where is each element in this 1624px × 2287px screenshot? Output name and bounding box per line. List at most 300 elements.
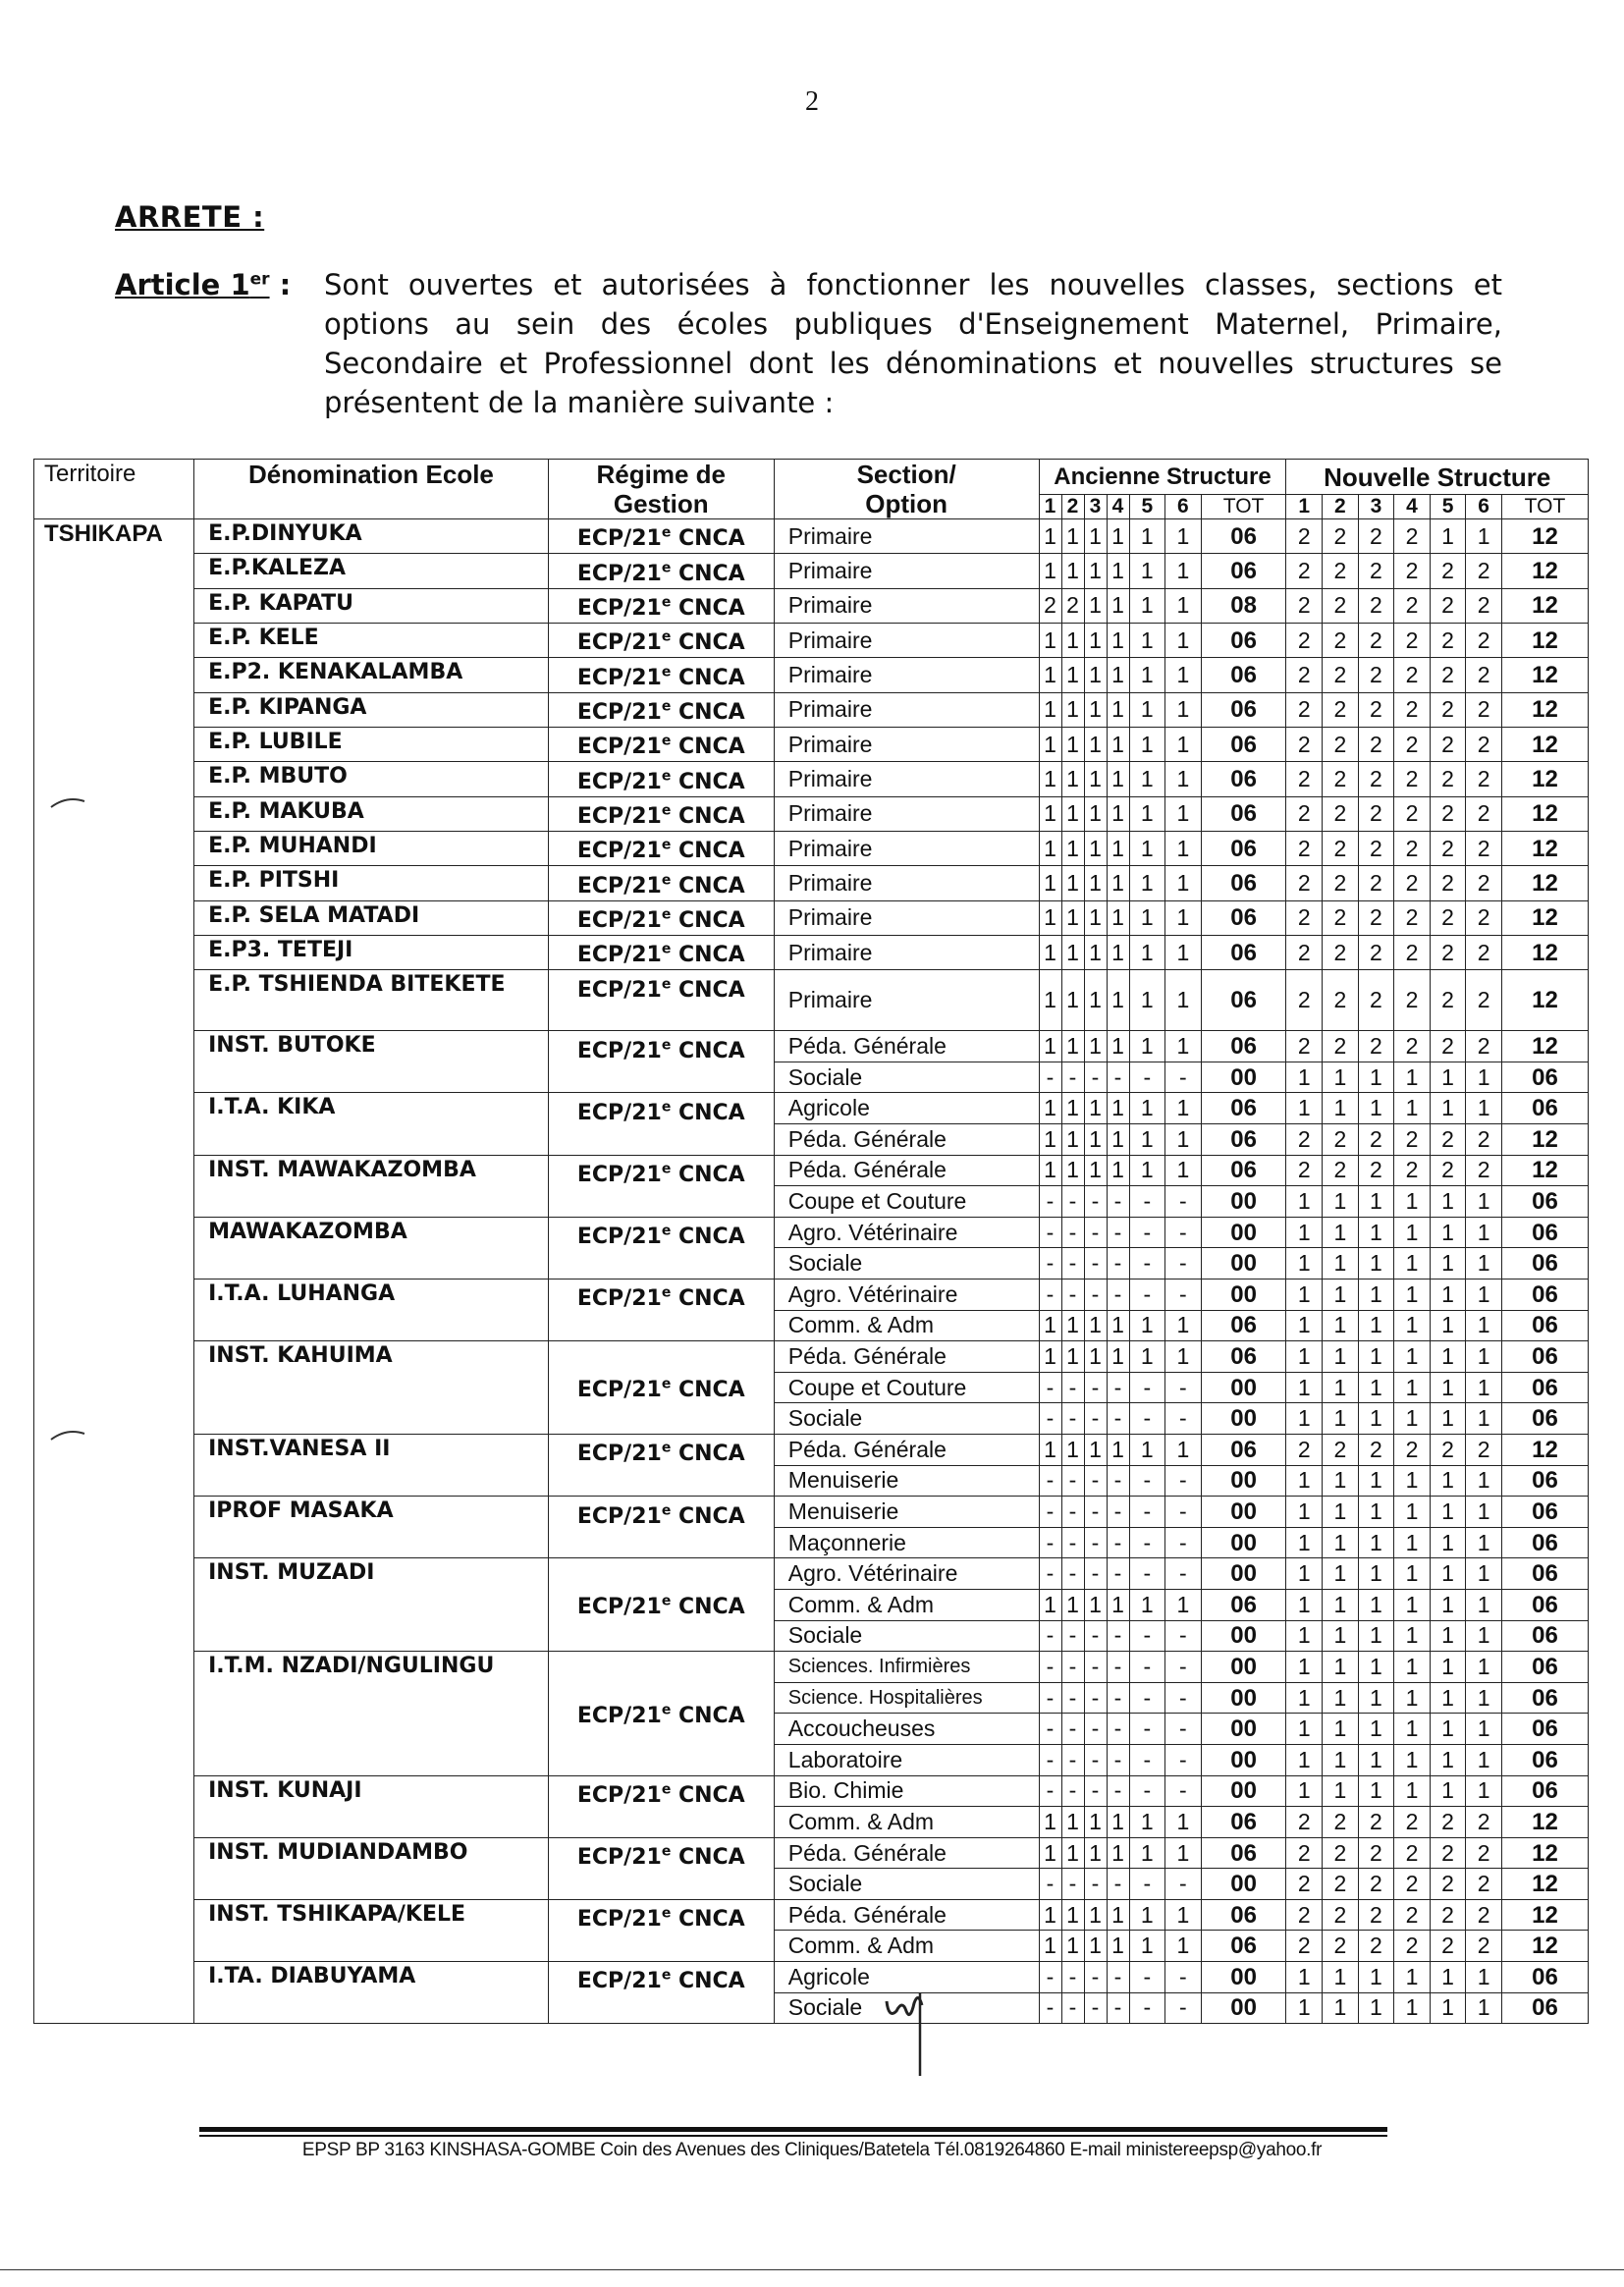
regime-text: ECP/21e CNCA [576, 1440, 745, 1467]
old-structure-cell: 1 [1129, 519, 1165, 554]
header-denomination: Dénomination Ecole [194, 460, 549, 519]
old-structure-cell: - [1129, 1248, 1165, 1280]
old-structure-cell: - [1107, 1775, 1129, 1807]
old-structure-cell: - [1129, 1714, 1165, 1745]
new-total-cell: 12 [1501, 727, 1588, 761]
section-cell: Sociale [774, 1062, 1039, 1093]
old-structure-cell: 1 [1129, 1837, 1165, 1869]
new-structure-cell: 1 [1286, 1652, 1323, 1683]
new-structure-cell: 2 [1430, 970, 1466, 1031]
school-name-cell: I.T.A. LUHANGA [194, 1280, 549, 1341]
old-structure-cell: - [1039, 1403, 1061, 1435]
old-structure-cell: - [1107, 1217, 1129, 1248]
new-structure-cell: 1 [1430, 1280, 1466, 1311]
new-total-cell: 06 [1501, 1497, 1588, 1528]
new-structure-cell: 1 [1358, 1497, 1394, 1528]
old-structure-cell: 1 [1084, 1807, 1107, 1838]
old-structure-cell: - [1129, 1217, 1165, 1248]
new-structure-cell: 2 [1358, 692, 1394, 727]
school-name-cell: E.P. KIPANGA [194, 692, 549, 727]
new-total-cell: 12 [1501, 762, 1588, 796]
school-name-cell: INST. MUDIANDAMBO [194, 1837, 549, 1899]
new-structure-cell: 2 [1466, 588, 1502, 623]
new-structure-cell: 1 [1323, 1744, 1359, 1775]
regime-cell [548, 588, 774, 623]
new-structure-cell: 2 [1394, 796, 1431, 831]
regime-text: ECP/21e CNCA [576, 837, 745, 864]
regime-cell [548, 519, 774, 554]
subheader-old-col: 5 [1129, 495, 1165, 519]
old-structure-cell: 1 [1084, 519, 1107, 554]
new-total-cell: 12 [1501, 900, 1588, 935]
new-structure-cell: 1 [1358, 1341, 1394, 1373]
table-row [34, 1341, 1589, 1373]
old-structure-cell: - [1129, 1527, 1165, 1558]
old-structure-cell: 1 [1039, 866, 1061, 900]
new-structure-cell: 1 [1323, 1310, 1359, 1341]
regime-cell [548, 935, 774, 969]
old-structure-cell: 1 [1107, 1434, 1129, 1465]
old-total-cell: 00 [1201, 1062, 1286, 1093]
old-structure-cell: 1 [1107, 727, 1129, 761]
section-cell: Coupe et Couture [774, 1372, 1039, 1403]
old-structure-cell: 1 [1061, 1341, 1084, 1373]
old-total-cell: 06 [1201, 1031, 1286, 1062]
old-structure-cell: - [1084, 1558, 1107, 1590]
old-structure-cell: 1 [1129, 1931, 1165, 1962]
old-structure-cell: 1 [1039, 658, 1061, 692]
new-structure-cell: 1 [1394, 1093, 1431, 1124]
new-structure-cell: 2 [1286, 831, 1323, 865]
subheader-new-col: 5 [1430, 495, 1466, 519]
school-name-cell: E.P. PITSHI [194, 866, 549, 900]
new-total-cell: 12 [1501, 1124, 1588, 1156]
section-cell: Sociale [774, 1620, 1039, 1652]
new-structure-cell: 1 [1394, 1744, 1431, 1775]
old-structure-cell: 1 [1061, 623, 1084, 657]
new-structure-cell: 1 [1286, 1620, 1323, 1652]
old-structure-cell: - [1129, 1682, 1165, 1714]
old-total-cell: 00 [1201, 1962, 1286, 1993]
school-name-cell: E.P. TSHIENDA BITEKETE [194, 970, 549, 1031]
old-structure-cell: 1 [1129, 796, 1165, 831]
article-label [115, 268, 291, 301]
old-structure-cell: 1 [1061, 866, 1084, 900]
old-structure-cell: 1 [1061, 658, 1084, 692]
new-structure-cell: 1 [1358, 1093, 1394, 1124]
old-structure-cell: 1 [1039, 1310, 1061, 1341]
old-structure-cell: 1 [1061, 762, 1084, 796]
section-cell: Primaire [774, 727, 1039, 761]
school-name-cell: E.P.DINYUKA [194, 519, 549, 554]
new-structure-cell: 2 [1394, 1807, 1431, 1838]
new-structure-cell: 1 [1430, 1217, 1466, 1248]
table-row [34, 554, 1589, 588]
new-structure-cell: 2 [1430, 831, 1466, 865]
school-name-cell: INST. MAWAKAZOMBA [194, 1155, 549, 1217]
old-structure-cell: - [1084, 1744, 1107, 1775]
new-structure-cell: 1 [1286, 1186, 1323, 1218]
new-structure-cell: 1 [1323, 1527, 1359, 1558]
old-structure-cell: 1 [1039, 554, 1061, 588]
old-structure-cell: - [1165, 1744, 1202, 1775]
old-structure-cell: - [1107, 1372, 1129, 1403]
new-structure-cell: 2 [1466, 1434, 1502, 1465]
new-total-cell: 12 [1501, 1155, 1588, 1186]
old-structure-cell: - [1039, 1186, 1061, 1218]
new-total-cell: 06 [1501, 1341, 1588, 1373]
header-nouvelle: Nouvelle Structure [1286, 460, 1589, 495]
new-structure-cell: 1 [1430, 1248, 1466, 1280]
new-structure-cell: 2 [1394, 1155, 1431, 1186]
territoire-cell: TSHIKAPA [34, 519, 194, 2024]
new-total-cell: 12 [1501, 866, 1588, 900]
new-structure-cell: 2 [1323, 1837, 1359, 1869]
regime-text: ECP/21e CNCA [576, 1702, 745, 1728]
old-structure-cell: - [1107, 1714, 1129, 1745]
new-structure-cell: 1 [1430, 1744, 1466, 1775]
old-structure-cell: 1 [1165, 970, 1202, 1031]
new-structure-cell: 2 [1358, 1869, 1394, 1900]
table-header [34, 460, 1589, 519]
old-structure-cell: 1 [1129, 1124, 1165, 1156]
school-name-cell: E.P. LUBILE [194, 727, 549, 761]
new-structure-cell: 2 [1358, 900, 1394, 935]
old-structure-cell: 1 [1165, 1807, 1202, 1838]
new-structure-cell: 1 [1466, 1062, 1502, 1093]
new-total-cell: 12 [1501, 796, 1588, 831]
regime-text: ECP/21e CNCA [576, 1905, 745, 1933]
section-cell: Comm. & Adm [774, 1931, 1039, 1962]
old-structure-cell: 1 [1129, 1807, 1165, 1838]
header-section-l2: Option [865, 489, 948, 518]
old-total-cell: 00 [1201, 1186, 1286, 1218]
new-structure-cell: 1 [1286, 1465, 1323, 1497]
new-structure-cell: 1 [1394, 1682, 1431, 1714]
regime-text: ECP/21e CNCA [576, 698, 745, 725]
old-structure-cell: 1 [1061, 519, 1084, 554]
old-structure-cell: - [1107, 1062, 1129, 1093]
old-total-cell: 06 [1201, 866, 1286, 900]
regime-cell [548, 1217, 774, 1279]
old-structure-cell: 1 [1061, 1434, 1084, 1465]
old-structure-cell: 1 [1129, 1031, 1165, 1062]
old-structure-cell: - [1129, 1775, 1165, 1807]
regime-cell [548, 1155, 774, 1217]
regime-text: ECP/21e CNCA [576, 1376, 745, 1403]
new-structure-cell: 1 [1430, 1652, 1466, 1683]
section-cell: Comm. & Adm [774, 1589, 1039, 1620]
regime-cell [548, 866, 774, 900]
new-structure-cell: 2 [1323, 1124, 1359, 1156]
new-structure-cell: 2 [1466, 1899, 1502, 1931]
old-total-cell: 06 [1201, 1341, 1286, 1373]
old-structure-cell: - [1084, 1217, 1107, 1248]
old-structure-cell: 1 [1107, 623, 1129, 657]
old-structure-cell: 1 [1039, 831, 1061, 865]
header-regime-l2: Gestion [613, 489, 709, 518]
new-structure-cell: 1 [1394, 1465, 1431, 1497]
old-structure-cell: - [1039, 1652, 1061, 1683]
new-structure-cell: 1 [1358, 1280, 1394, 1311]
new-structure-cell: 1 [1466, 1992, 1502, 2024]
new-structure-cell: 2 [1394, 900, 1431, 935]
new-structure-cell: 2 [1394, 692, 1431, 727]
old-structure-cell: 1 [1061, 935, 1084, 969]
new-structure-cell: 1 [1323, 1620, 1359, 1652]
old-structure-cell: 1 [1107, 796, 1129, 831]
table-row [34, 796, 1589, 831]
new-structure-cell: 2 [1323, 692, 1359, 727]
old-structure-cell: 1 [1039, 1031, 1061, 1062]
new-structure-cell: 1 [1286, 1497, 1323, 1528]
old-structure-cell: - [1107, 1962, 1129, 1993]
regime-text: ECP/21e CNCA [576, 941, 745, 968]
old-structure-cell: - [1039, 1992, 1061, 2024]
new-total-cell: 06 [1501, 1775, 1588, 1807]
old-structure-cell: 1 [1165, 588, 1202, 623]
old-structure-cell: 1 [1107, 900, 1129, 935]
old-structure-cell: 1 [1165, 1434, 1202, 1465]
old-structure-cell: 2 [1039, 588, 1061, 623]
old-total-cell: 06 [1201, 1434, 1286, 1465]
new-structure-cell: 2 [1358, 554, 1394, 588]
new-structure-cell: 2 [1358, 588, 1394, 623]
new-structure-cell: 1 [1323, 1217, 1359, 1248]
new-structure-cell: 1 [1466, 1497, 1502, 1528]
old-structure-cell: - [1129, 1992, 1165, 2024]
old-total-cell: 00 [1201, 1248, 1286, 1280]
signature-mark [879, 1982, 957, 2080]
new-structure-cell: 1 [1430, 1589, 1466, 1620]
margin-mark [49, 793, 88, 813]
new-structure-cell: 1 [1358, 1652, 1394, 1683]
old-structure-cell: - [1084, 1714, 1107, 1745]
old-structure-cell: 1 [1084, 692, 1107, 727]
old-structure-cell: - [1039, 1497, 1061, 1528]
old-structure-cell: 1 [1165, 1931, 1202, 1962]
new-structure-cell: 2 [1358, 831, 1394, 865]
new-structure-cell: 2 [1466, 970, 1502, 1031]
table-row [34, 762, 1589, 796]
new-structure-cell: 2 [1358, 1155, 1394, 1186]
new-structure-cell: 2 [1466, 727, 1502, 761]
new-structure-cell: 1 [1286, 1527, 1323, 1558]
new-structure-cell: 1 [1394, 1714, 1431, 1745]
old-structure-cell: 1 [1084, 1589, 1107, 1620]
old-structure-cell: 1 [1165, 935, 1202, 969]
old-structure-cell: - [1039, 1962, 1061, 1993]
regime-text: ECP/21e CNCA [576, 594, 745, 621]
old-structure-cell: 1 [1107, 519, 1129, 554]
new-structure-cell: 2 [1394, 762, 1431, 796]
old-structure-cell: - [1084, 1775, 1107, 1807]
new-structure-cell: 1 [1358, 1589, 1394, 1620]
old-structure-cell: 1 [1107, 762, 1129, 796]
old-structure-cell: - [1084, 1527, 1107, 1558]
new-structure-cell: 1 [1394, 1280, 1431, 1311]
school-name-cell: E.P. KAPATU [194, 588, 549, 623]
subheader-new-col: 2 [1323, 495, 1359, 519]
subheader-old-col: 2 [1061, 495, 1084, 519]
table-row [34, 588, 1589, 623]
new-structure-cell: 2 [1286, 1155, 1323, 1186]
new-structure-cell: 2 [1430, 1899, 1466, 1931]
old-structure-cell: - [1129, 1744, 1165, 1775]
new-structure-cell: 2 [1323, 762, 1359, 796]
regime-text: ECP/21e CNCA [576, 872, 745, 898]
old-structure-cell: 1 [1107, 831, 1129, 865]
new-structure-cell: 1 [1323, 1497, 1359, 1528]
new-structure-cell: 1 [1430, 1558, 1466, 1590]
old-structure-cell: - [1129, 1962, 1165, 1993]
old-structure-cell: - [1061, 1775, 1084, 1807]
new-structure-cell: 1 [1394, 1962, 1431, 1993]
new-structure-cell: 2 [1430, 588, 1466, 623]
school-name-cell: E.P. MAKUBA [194, 796, 549, 831]
new-structure-cell: 1 [1358, 1620, 1394, 1652]
table-row [34, 1497, 1589, 1528]
old-structure-cell: - [1129, 1869, 1165, 1900]
new-structure-cell: 1 [1323, 1093, 1359, 1124]
old-structure-cell: 1 [1061, 692, 1084, 727]
regime-text: ECP/21e CNCA [576, 906, 745, 933]
regime-cell [548, 831, 774, 865]
old-structure-cell: 1 [1084, 727, 1107, 761]
new-structure-cell: 1 [1394, 1775, 1431, 1807]
new-structure-cell: 1 [1323, 1186, 1359, 1218]
old-structure-cell: - [1084, 1620, 1107, 1652]
new-structure-cell: 2 [1394, 658, 1431, 692]
new-structure-cell: 2 [1286, 796, 1323, 831]
old-structure-cell: 1 [1129, 900, 1165, 935]
new-structure-cell: 1 [1466, 1620, 1502, 1652]
regime-text: ECP/21e CNCA [576, 1502, 745, 1529]
old-total-cell: 06 [1201, 1589, 1286, 1620]
regime-cell [548, 1775, 774, 1837]
old-total-cell: 06 [1201, 1155, 1286, 1186]
section-cell: Comm. & Adm [774, 1807, 1039, 1838]
old-total-cell: 06 [1201, 1931, 1286, 1962]
new-total-cell: 12 [1501, 588, 1588, 623]
old-structure-cell: - [1061, 1682, 1084, 1714]
new-structure-cell: 2 [1430, 1931, 1466, 1962]
new-structure-cell: 2 [1466, 692, 1502, 727]
new-structure-cell: 2 [1466, 1931, 1502, 1962]
old-total-cell: 06 [1201, 727, 1286, 761]
new-structure-cell: 1 [1358, 1062, 1394, 1093]
old-structure-cell: 1 [1039, 1093, 1061, 1124]
subheader-new-col: 3 [1358, 495, 1394, 519]
school-name-cell: E.P2. KENAKALAMBA [194, 658, 549, 692]
old-structure-cell: 1 [1084, 554, 1107, 588]
old-structure-cell: 1 [1084, 900, 1107, 935]
new-structure-cell: 2 [1323, 970, 1359, 1031]
old-structure-cell: - [1061, 1403, 1084, 1435]
new-structure-cell: 2 [1358, 727, 1394, 761]
old-structure-cell: - [1129, 1558, 1165, 1590]
old-total-cell: 06 [1201, 935, 1286, 969]
new-structure-cell: 2 [1286, 519, 1323, 554]
new-structure-cell: 2 [1430, 658, 1466, 692]
new-total-cell: 12 [1501, 1931, 1588, 1962]
new-structure-cell: 2 [1323, 796, 1359, 831]
regime-cell [548, 1558, 774, 1652]
old-structure-cell: 1 [1165, 623, 1202, 657]
old-structure-cell: 1 [1084, 1837, 1107, 1869]
new-structure-cell: 1 [1466, 1527, 1502, 1558]
old-structure-cell: - [1061, 1527, 1084, 1558]
old-structure-cell: 1 [1107, 692, 1129, 727]
new-structure-cell: 2 [1394, 554, 1431, 588]
new-structure-cell: 2 [1466, 935, 1502, 969]
old-structure-cell: 1 [1061, 1837, 1084, 1869]
section-cell: Coupe et Couture [774, 1186, 1039, 1218]
new-structure-cell: 1 [1466, 1589, 1502, 1620]
old-structure-cell: 1 [1039, 692, 1061, 727]
old-total-cell: 00 [1201, 1372, 1286, 1403]
new-total-cell: 06 [1501, 1248, 1588, 1280]
old-structure-cell: - [1165, 1682, 1202, 1714]
school-name-cell: INST. MUZADI [194, 1558, 549, 1652]
regime-cell [548, 727, 774, 761]
new-structure-cell: 2 [1358, 1124, 1394, 1156]
old-structure-cell: 1 [1084, 796, 1107, 831]
new-structure-cell: 2 [1394, 519, 1431, 554]
page-number: 2 [805, 86, 819, 117]
table-row [34, 1558, 1589, 1590]
old-structure-cell: - [1165, 1372, 1202, 1403]
old-structure-cell: - [1061, 1744, 1084, 1775]
old-structure-cell: 1 [1084, 588, 1107, 623]
old-structure-cell: 1 [1039, 727, 1061, 761]
regime-cell [548, 1962, 774, 2024]
old-structure-cell: 1 [1165, 1093, 1202, 1124]
new-structure-cell: 1 [1394, 1527, 1431, 1558]
old-total-cell: 06 [1201, 970, 1286, 1031]
new-structure-cell: 1 [1323, 1248, 1359, 1280]
old-structure-cell: - [1039, 1869, 1061, 1900]
table-row [34, 1093, 1589, 1124]
old-structure-cell: 1 [1165, 762, 1202, 796]
old-total-cell: 00 [1201, 1280, 1286, 1311]
subheader-new-col: 6 [1466, 495, 1502, 519]
old-structure-cell: 1 [1039, 1807, 1061, 1838]
table-row [34, 519, 1589, 554]
old-structure-cell: 1 [1107, 658, 1129, 692]
old-structure-cell: 1 [1165, 796, 1202, 831]
subheader-old-col: TOT [1201, 495, 1286, 519]
old-structure-cell: - [1061, 1992, 1084, 2024]
old-total-cell: 06 [1201, 1899, 1286, 1931]
new-structure-cell: 1 [1286, 1714, 1323, 1745]
old-structure-cell: 1 [1129, 623, 1165, 657]
new-structure-cell: 2 [1394, 1899, 1431, 1931]
new-structure-cell: 2 [1466, 658, 1502, 692]
regime-cell [548, 900, 774, 935]
old-structure-cell: 1 [1039, 762, 1061, 796]
new-total-cell: 06 [1501, 1620, 1588, 1652]
new-structure-cell: 2 [1323, 935, 1359, 969]
section-cell: Primaire [774, 866, 1039, 900]
old-structure-cell: 1 [1084, 1031, 1107, 1062]
old-structure-cell: - [1165, 1527, 1202, 1558]
new-structure-cell: 2 [1430, 623, 1466, 657]
new-total-cell: 06 [1501, 1093, 1588, 1124]
new-structure-cell: 2 [1358, 935, 1394, 969]
old-structure-cell: - [1107, 1558, 1129, 1590]
regime-text: ECP/21e CNCA [576, 1968, 745, 1994]
